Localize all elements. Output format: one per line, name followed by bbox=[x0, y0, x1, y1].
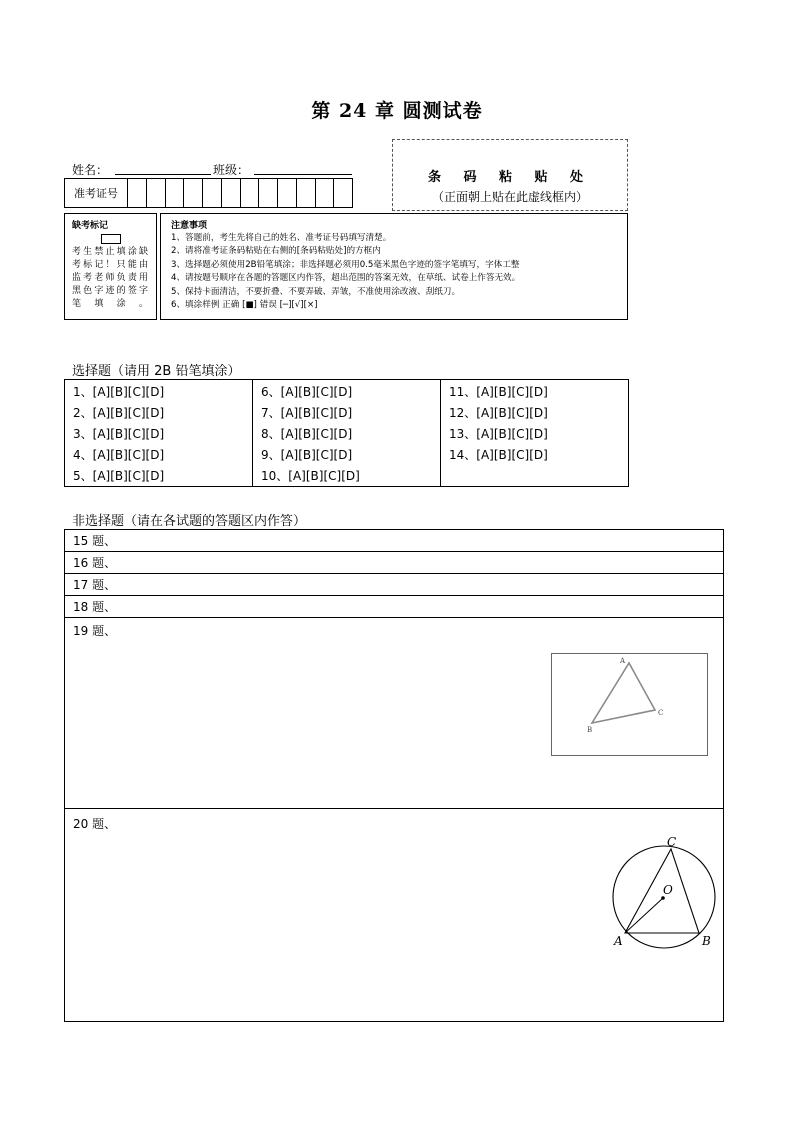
exam-id-grid bbox=[64, 178, 353, 208]
exam-id-cell[interactable] bbox=[259, 179, 278, 207]
answer-row-19[interactable]: 19 题、 A B C bbox=[65, 618, 723, 809]
choice-section-title: 选择题（请用 2B 铅笔填涂） bbox=[72, 364, 241, 379]
triangle-label-b: B bbox=[587, 726, 593, 734]
answer-row-18[interactable]: 18 题、 bbox=[65, 596, 723, 618]
triangle-label-c: C bbox=[658, 709, 664, 717]
answer-row-17[interactable]: 17 题、 bbox=[65, 574, 723, 596]
miss-mark-text: 考生禁止填涂缺考标记！只能由监考老师负责用黑色字迹的签字笔填涂。 bbox=[72, 247, 149, 309]
exam-id-cell[interactable] bbox=[316, 179, 335, 207]
answer-area bbox=[64, 529, 724, 1022]
barcode-note: （正面朝上贴在此虚线框内） bbox=[431, 190, 588, 204]
notes-item: 4、请按题号顺序在各题的答题区内作答，超出范围的答案无效，在草纸、试卷上作答无效。 bbox=[171, 273, 521, 284]
name-label: 姓名： bbox=[72, 163, 109, 177]
nonchoice-section-title: 非选择题（请在各试题的答题区内作答） bbox=[72, 514, 307, 529]
choice-row[interactable]: 7、[A][B][C][D] bbox=[261, 406, 353, 420]
choice-row[interactable]: 6、[A][B][C][D] bbox=[261, 385, 353, 399]
circle-label-o: O bbox=[663, 883, 673, 897]
choice-column bbox=[441, 380, 628, 486]
choice-row[interactable]: 4、[A][B][C][D] bbox=[73, 448, 165, 462]
choice-grid bbox=[64, 379, 629, 487]
name-field[interactable] bbox=[115, 162, 211, 175]
notes-item: 3、选择题必须使用2B铅笔填涂；非选择题必须用0.5毫米黑色字迹的签字笔填写，字体工整 bbox=[171, 259, 520, 270]
choice-row[interactable]: 12、[A][B][C][D] bbox=[449, 406, 548, 420]
class-label: 班级： bbox=[213, 163, 250, 177]
answer-row-15[interactable]: 15 题、 bbox=[65, 530, 723, 552]
miss-mark-title: 缺考标记 bbox=[72, 221, 109, 231]
choice-row[interactable]: 10、[A][B][C][D] bbox=[261, 469, 360, 483]
choice-column bbox=[253, 380, 441, 486]
exam-id-cell[interactable] bbox=[241, 179, 260, 207]
notes-item: 5、保持卡面清洁，不要折叠、不要弄破、弄皱，不准使用涂改液、刮纸刀。 bbox=[171, 286, 461, 297]
exam-id-cell[interactable] bbox=[184, 179, 203, 207]
triangle-figure bbox=[551, 653, 708, 756]
choice-row[interactable]: 9、[A][B][C][D] bbox=[261, 448, 353, 462]
notes-item: 1、答题前，考生先将自己的姓名、准考证号码填写清楚。 bbox=[171, 233, 392, 243]
choice-row[interactable]: 8、[A][B][C][D] bbox=[261, 427, 353, 441]
exam-id-cell[interactable] bbox=[166, 179, 185, 207]
exam-id-cell[interactable] bbox=[297, 179, 316, 207]
miss-mark-box bbox=[64, 213, 157, 320]
choice-row[interactable]: 5、[A][B][C][D] bbox=[73, 469, 165, 483]
notes-title: 注意事项 bbox=[171, 221, 208, 231]
exam-id-cell[interactable] bbox=[203, 179, 222, 207]
choice-column bbox=[65, 380, 253, 486]
notes-item: 2、请将准考证条码粘贴在右侧的[条码粘贴处]的方框内 bbox=[171, 246, 381, 257]
circle-figure bbox=[605, 829, 725, 954]
miss-mark-checkbox[interactable] bbox=[101, 234, 121, 244]
answer-row-20[interactable]: 20 题、 C O A B bbox=[65, 809, 723, 1021]
exam-id-cell[interactable] bbox=[222, 179, 241, 207]
exam-id-cell[interactable] bbox=[128, 179, 147, 207]
answer-row-16[interactable]: 16 题、 bbox=[65, 552, 723, 574]
notes-box bbox=[160, 213, 628, 320]
barcode-title: 条 码 粘 贴 处 bbox=[427, 170, 593, 185]
exam-id-cell[interactable] bbox=[147, 179, 166, 207]
class-field[interactable] bbox=[254, 162, 352, 175]
notes-item: 6、填涂样例 正确 [■] 错误 [─][√][×] bbox=[171, 300, 318, 311]
circle-label-b: B bbox=[702, 934, 711, 948]
choice-row[interactable]: 1、[A][B][C][D] bbox=[73, 385, 165, 399]
choice-row[interactable]: 3、[A][B][C][D] bbox=[73, 427, 165, 441]
choice-row[interactable]: 2、[A][B][C][D] bbox=[73, 406, 165, 420]
choice-row[interactable]: 13、[A][B][C][D] bbox=[449, 427, 548, 441]
circle-label-c: C bbox=[667, 835, 677, 849]
page-title: 第 24 章 圆测试卷 bbox=[311, 100, 483, 122]
choice-row[interactable]: 11、[A][B][C][D] bbox=[449, 385, 548, 399]
barcode-area bbox=[392, 139, 628, 211]
exam-id-cell[interactable] bbox=[278, 179, 297, 207]
exam-id-label: 准考证号 bbox=[65, 179, 128, 207]
choice-row[interactable]: 14、[A][B][C][D] bbox=[449, 448, 548, 462]
circle-label-a: A bbox=[614, 934, 623, 948]
exam-id-cell[interactable] bbox=[334, 179, 352, 207]
triangle-label-a: A bbox=[620, 657, 626, 665]
